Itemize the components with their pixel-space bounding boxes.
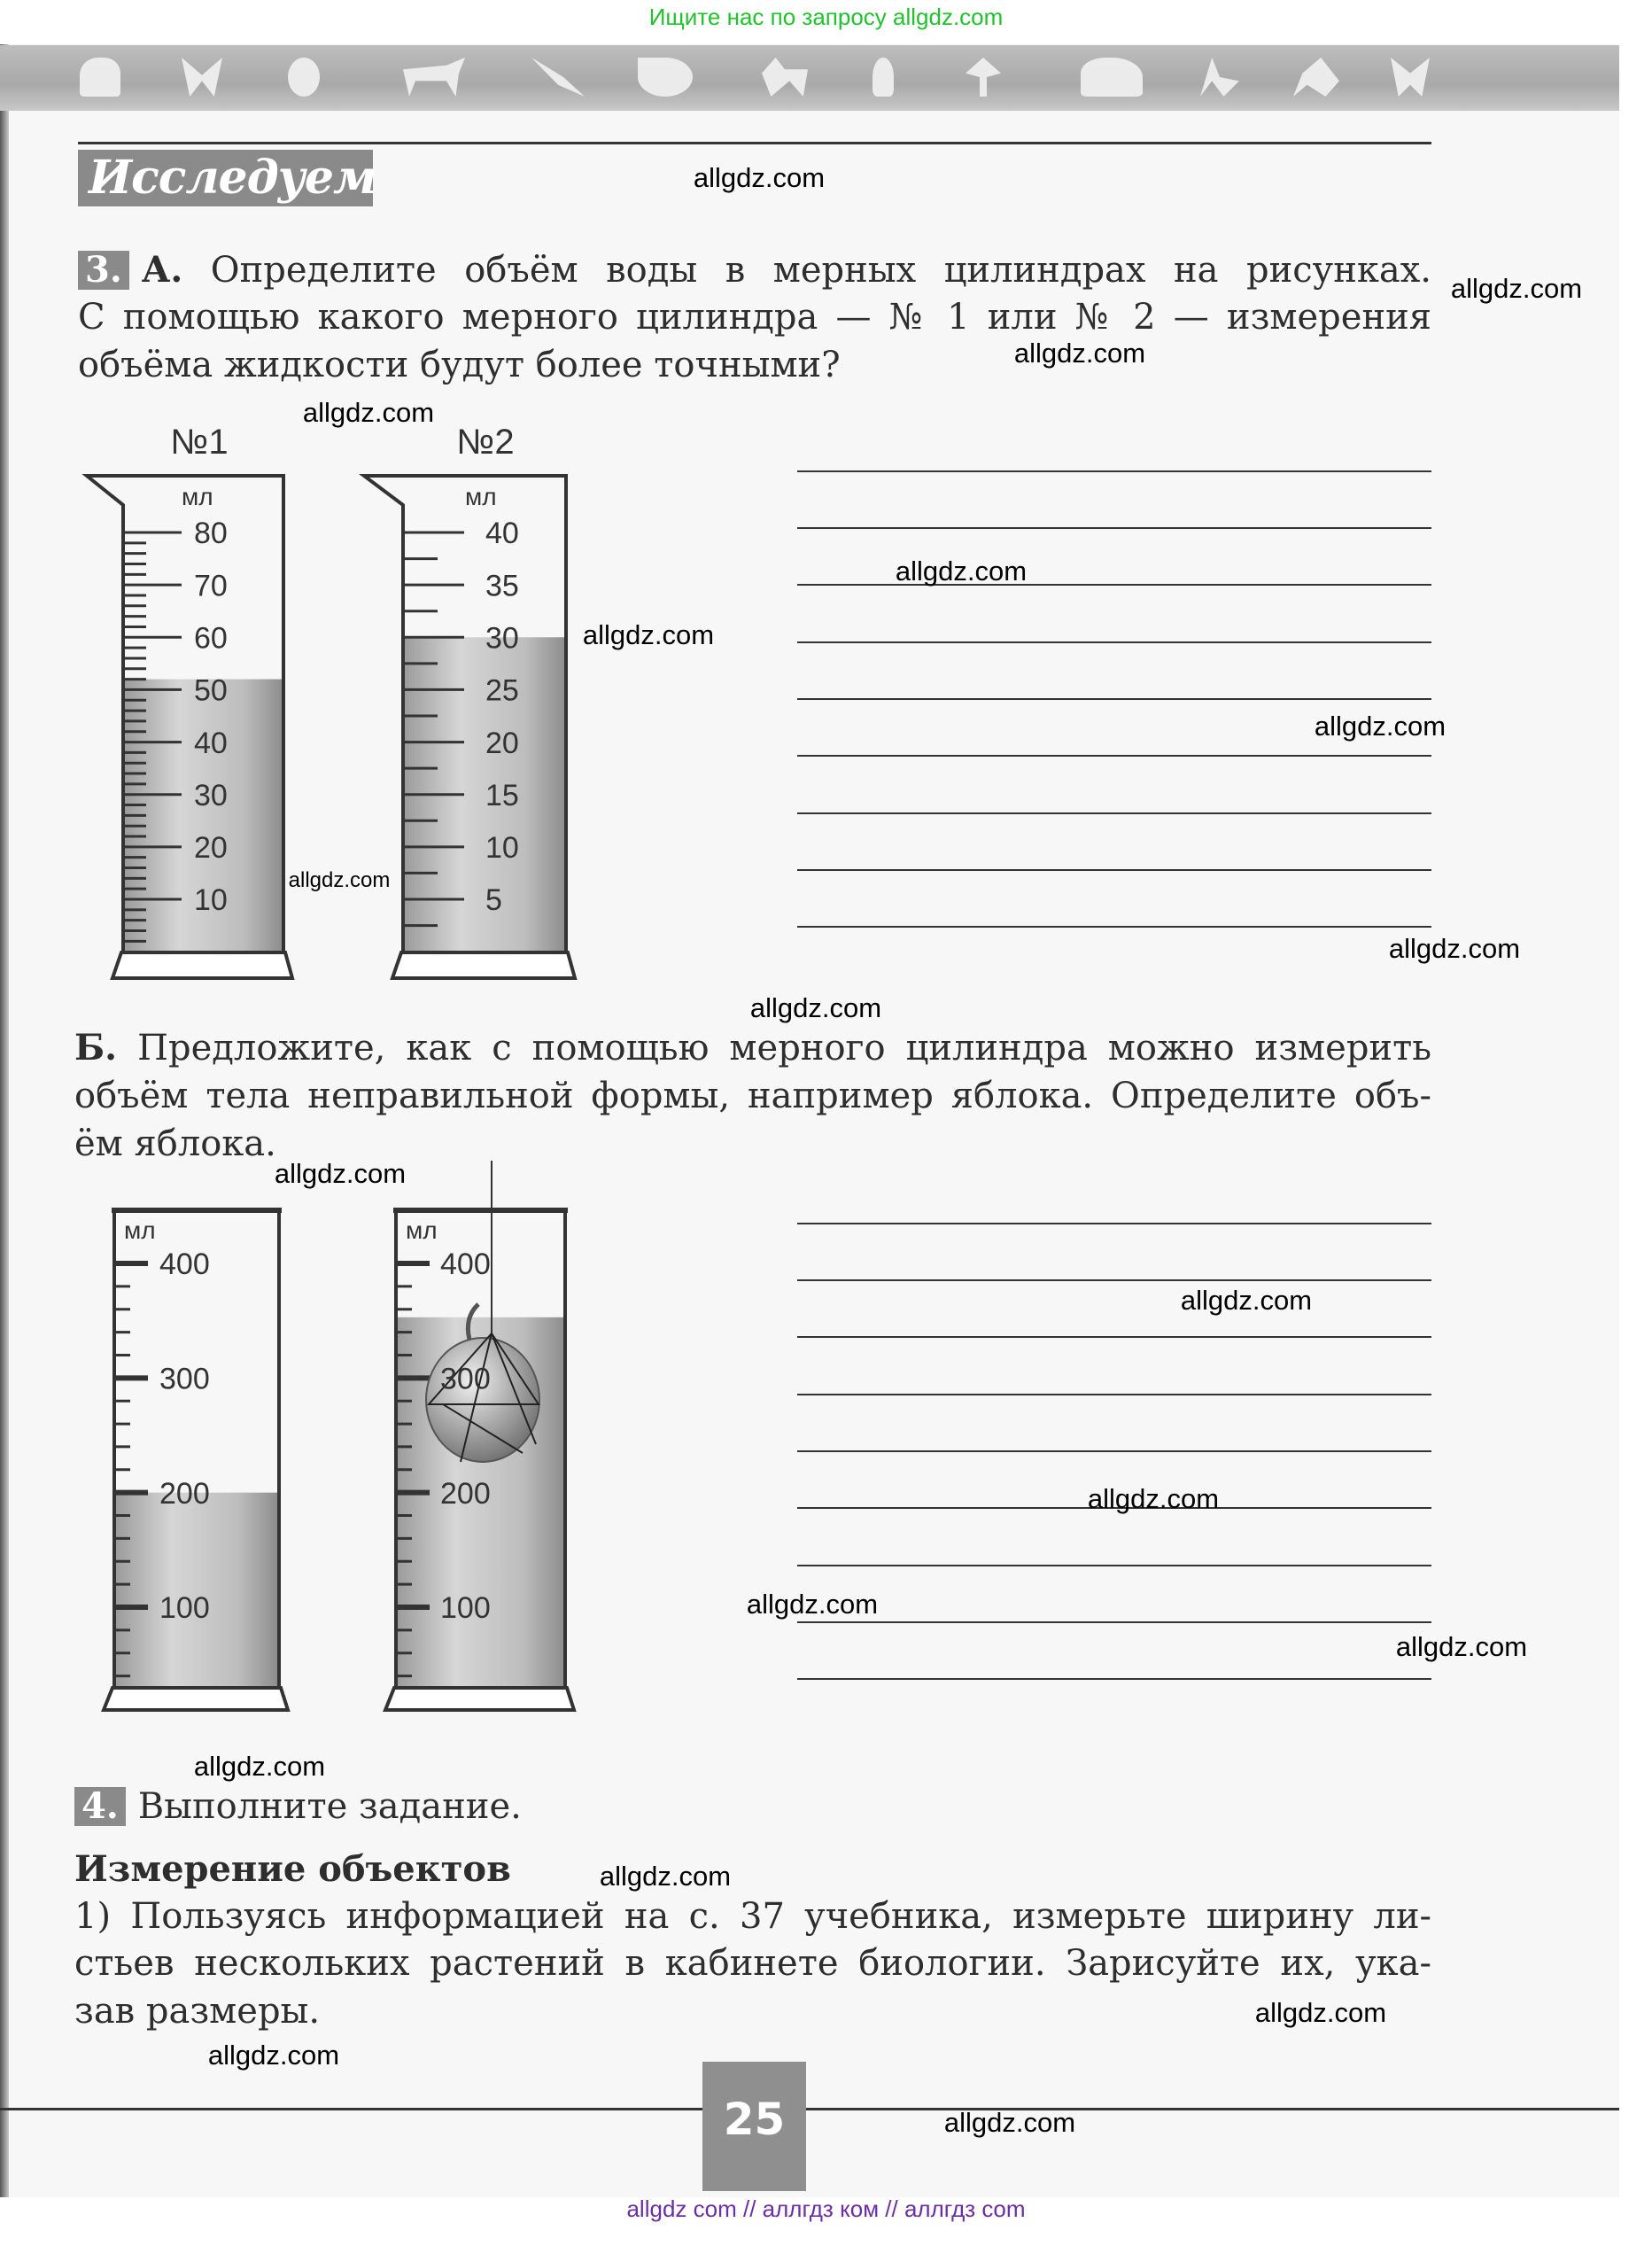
task3-line-3: объёма жидкости будут более точными? — [78, 345, 841, 385]
watermark: allgdz.com — [288, 868, 391, 892]
cylinder2-tick-label: 25 — [485, 673, 519, 708]
task4-subheading: Измерение объектов — [74, 1848, 511, 1890]
watermark: allgdz.com — [1314, 711, 1446, 742]
task4-line-1: 1) Пользуясь информацией на с. 37 учебника, измерьте ширину ли- — [74, 1896, 1431, 1937]
task3b-line-3: ём яблока. — [74, 1123, 276, 1164]
task4-title: Выполните задание. — [137, 1786, 522, 1827]
task3-line-2: С помощью какого мерного цилиндра — № 1 или № 2 — измерения — [78, 297, 1431, 338]
cylinder2-title: №2 — [456, 423, 515, 462]
task4-line-2: стьев нескольких растений в кабинете биологии. Зарисуйте их, ука- — [74, 1943, 1431, 1984]
cylinder4-unit-label: мл — [406, 1216, 438, 1244]
cylinder2-tick-label: 5 — [485, 883, 502, 918]
cylinder1-unit-label: мл — [182, 483, 213, 510]
task4-line-3: зав размеры. — [74, 1991, 321, 2032]
watermark: allgdz.com — [895, 556, 1028, 587]
cylinder2-base — [392, 952, 575, 978]
watermark: allgdz.com — [274, 1158, 407, 1189]
watermark: allgdz.com — [1395, 1631, 1528, 1662]
cylinder2-tick-label: 10 — [485, 831, 519, 866]
cylinder2-tick-label: 15 — [485, 778, 519, 812]
watermark: allgdz.com — [1450, 273, 1583, 304]
cylinder4-tick-label: 300 — [440, 1362, 491, 1396]
cylinder3-unit-label: мл — [124, 1216, 156, 1244]
watermark: allgdz.com — [1180, 1285, 1313, 1316]
cylinder2-tick-label: 35 — [485, 569, 519, 603]
task-number-badge: 4. — [74, 1787, 126, 1826]
watermark: allgdz.com — [749, 992, 882, 1023]
cylinder3-tick-label: 200 — [159, 1476, 210, 1511]
cylinder4-tick-label: 200 — [440, 1476, 491, 1511]
watermark: allgdz.com — [207, 2040, 340, 2071]
part-b-label: Б. — [74, 1027, 118, 1069]
watermark: allgdz.com — [582, 619, 715, 650]
apple-icon — [426, 1338, 539, 1462]
task4-line — [74, 1784, 522, 1830]
cylinder4-tick-label: 400 — [440, 1247, 491, 1282]
cylinder3-base — [104, 1688, 288, 1710]
cylinder2-tick-label: 40 — [485, 517, 519, 551]
cylinder1-tick-label: 20 — [194, 831, 228, 866]
watermark: allgdz.com — [746, 1589, 879, 1620]
task3b-text: Предложите, как с помощью мерного цилиндра можно измерить — [137, 1028, 1431, 1069]
bottom-note: allgdz com // аллгдз ком // аллгдз com — [626, 2195, 1026, 2222]
cylinder3-tick-label: 300 — [159, 1362, 210, 1396]
cylinder1-tick-label: 30 — [194, 778, 228, 812]
cylinder3-tick-label: 100 — [159, 1591, 210, 1626]
cylinder1-tick-label: 10 — [194, 883, 228, 918]
watermark: allgdz.com — [1388, 933, 1521, 964]
cylinder2-tick-label: 20 — [485, 726, 519, 760]
watermark: allgdz.com — [693, 162, 826, 193]
top-note: Ищите нас по запросу allgdz.com — [648, 4, 1004, 30]
task3-text: Определите объём воды в мерных цилиндрах на рисунках. — [210, 250, 1431, 291]
section-title: Исследуем — [78, 150, 373, 206]
task3b-line-2: объём тела неправильной формы, например яблока. Определите объ- — [74, 1076, 1431, 1116]
cylinder1-tick-label: 80 — [194, 517, 228, 551]
page-number: 25 — [702, 2062, 806, 2191]
part-a-label: А. — [141, 249, 183, 291]
cylinder1-tick-label: 40 — [194, 726, 228, 760]
task-number-badge: 3. — [78, 251, 129, 290]
watermark: allgdz.com — [1013, 338, 1146, 369]
watermark: allgdz.com — [599, 1861, 732, 1892]
cylinder3-tick-label: 400 — [159, 1247, 210, 1282]
cylinder2-unit-label: мл — [465, 483, 497, 510]
cylinder3-water — [114, 1493, 279, 1688]
cylinder1-base — [112, 952, 292, 978]
cylinder2-tick-label: 30 — [485, 621, 519, 656]
cylinder1-tick-label: 60 — [194, 621, 228, 656]
cylinder1-title: №1 — [170, 423, 229, 462]
watermark: allgdz.com — [302, 397, 435, 428]
watermark: allgdz.com — [943, 2107, 1076, 2138]
watermark: allgdz.com — [1087, 1483, 1220, 1514]
cylinder1-tick-label: 70 — [194, 569, 228, 603]
cylinder4-tick-label: 100 — [440, 1591, 491, 1626]
footer-rule — [0, 2108, 1619, 2110]
watermark: allgdz.com — [193, 1751, 326, 1782]
cylinder4-base — [385, 1688, 574, 1710]
watermark: allgdz.com — [1254, 1997, 1387, 2028]
cylinder1-tick-label: 50 — [194, 673, 228, 708]
